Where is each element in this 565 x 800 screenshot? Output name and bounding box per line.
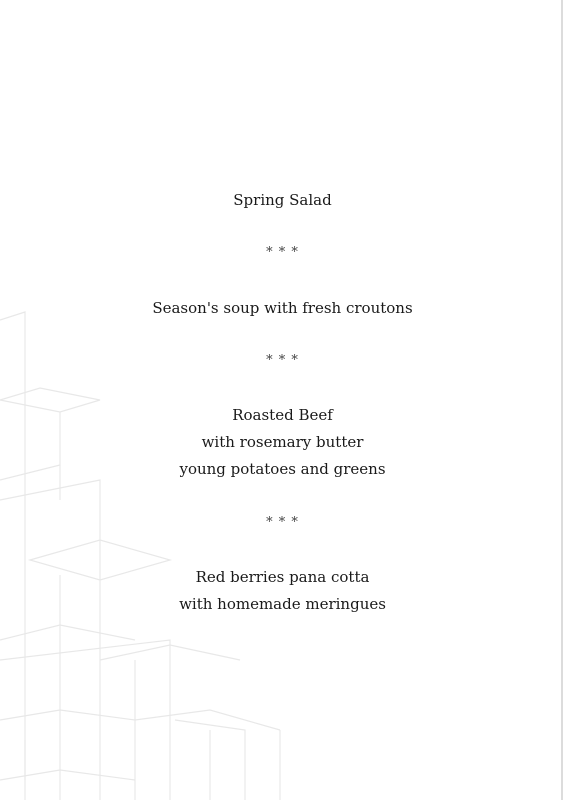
course-1-title: Spring Salad — [233, 191, 332, 209]
course-3-detail: with rosemary butter — [201, 433, 364, 451]
course-4-title: Red berries pana cotta — [195, 568, 370, 586]
course-separator: * * * — [266, 515, 299, 530]
page-edge-divider — [561, 0, 563, 800]
course-3-detail: young potatoes and greens — [179, 460, 386, 478]
course-3-title: Roasted Beef — [232, 406, 333, 424]
isometric-cubes-watermark-icon — [0, 300, 300, 800]
course-2-title: Season's soup with fresh croutons — [152, 299, 413, 317]
course-separator: * * * — [266, 353, 299, 368]
course-separator: * * * — [266, 245, 299, 260]
course-4-detail: with homemade meringues — [179, 595, 386, 613]
